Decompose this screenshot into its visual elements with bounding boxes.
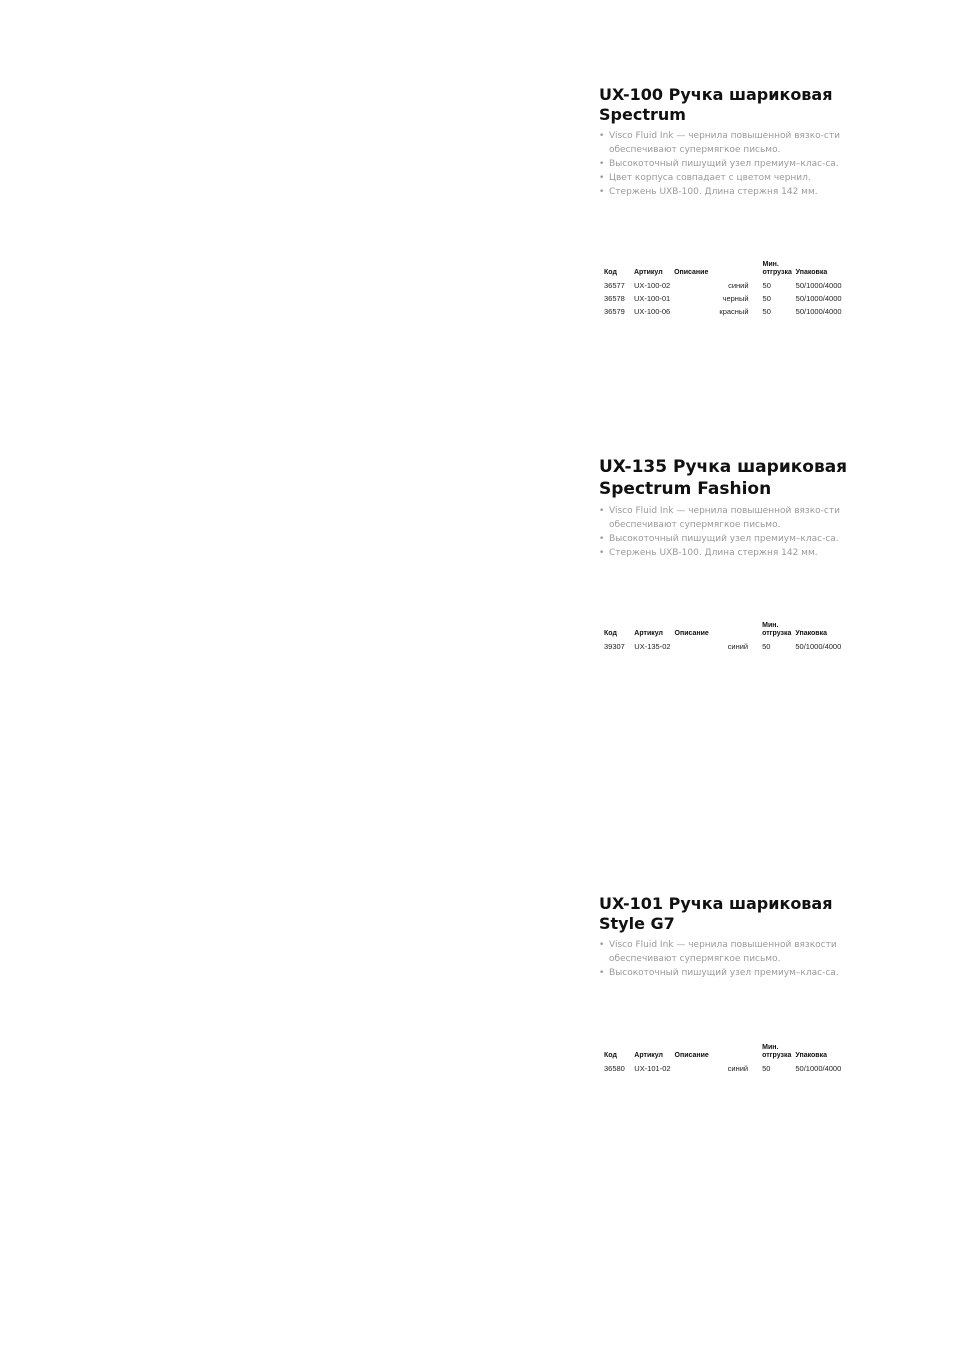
cell-color: черный [722,294,749,303]
cell-description [675,640,711,653]
product-title-line1: UX-100 Ручка шариковая [599,85,833,104]
product-title [599,456,849,500]
cell-article: UX-100-06 [633,307,671,316]
product-title [599,85,849,125]
header-code: Код [604,1052,617,1059]
cell-pack: 50/1000/4000 [795,294,842,303]
header-color-spacer [710,1044,762,1062]
cell-description [674,305,710,318]
feature-item: • Стержень UXB-100. Длина стержня 142 мм. [599,185,844,199]
feature-item: • Visco Fluid Ink — чернила повышенной вязко-сти обеспечивают супермягкое письмо. [599,504,844,532]
product-block-ux-101 [599,894,849,1073]
feature-item: • Высокоточный пишущий узел премиум–клас-са. [599,966,844,980]
feature-item: • Стержень UXB-100. Длина стержня 142 мм. [599,546,844,560]
cell-code: 36577 [604,281,625,290]
table-header-row [604,622,849,640]
cell-article: UX-135-02 [634,642,671,651]
header-pack: Упаковка [795,269,828,276]
feature-item: • Высокоточный пишущий узел премиум–клас-са. [599,532,844,546]
header-min-line1: Мин. [762,261,779,268]
header-description: Описание [674,1052,709,1059]
header-pack: Упаковка [795,1052,827,1059]
header-color-spacer [710,261,763,279]
cell-color: красный [719,307,749,316]
cell-article: UX-100-01 [633,294,671,303]
spec-table [604,1044,849,1075]
header-min-line2: отгрузка [762,269,792,276]
cell-code: 39307 [604,642,625,651]
product-title-line2: Spectrum [599,105,686,124]
table-header-row [604,261,849,279]
product-title [599,894,849,934]
table-row [604,292,849,305]
header-article: Артикул [634,630,664,637]
header-description: Описание [674,269,709,276]
cell-article: UX-100-02 [633,281,671,290]
cell-pack: 50/1000/4000 [795,1064,842,1073]
product-title-line2: Spectrum Fashion [599,479,772,499]
cell-min: 50 [762,294,771,303]
header-min-shipment [762,1044,795,1062]
feature-list [599,938,844,980]
spec-table [604,622,849,653]
feature-item: • Visco Fluid Ink — чернила повышенной вязко-сти обеспечивают супермягкое письмо. [599,129,844,157]
cell-color: синий [728,281,749,290]
cell-description [674,279,710,292]
table-row [604,305,849,318]
product-title-line1: UX-101 Ручка шариковая [599,894,833,913]
spec-table [604,261,849,318]
product-block-ux-100 [599,85,849,316]
header-min-line2: отгрузка [762,630,792,637]
cell-min: 50 [762,281,771,290]
table-row [604,640,849,653]
table-row [604,1062,849,1075]
feature-list [599,504,844,560]
cell-pack: 50/1000/4000 [795,642,842,651]
cell-min: 50 [762,307,771,316]
header-min-line1: Мин. [762,622,779,629]
cell-min: 50 [762,642,771,651]
cell-description [674,292,710,305]
header-min-shipment [762,622,795,640]
table-row [604,279,849,292]
table-header-row [604,1044,849,1062]
feature-item: • Высокоточный пишущий узел премиум–клас-са. [599,157,844,171]
cell-description [675,1062,711,1075]
feature-list [599,129,844,199]
feature-item: • Visco Fluid Ink — чернила повышенной вязкости обеспечивают супермягкое письмо. [599,938,844,966]
cell-color: синий [727,642,749,651]
header-min-line2: отгрузка [762,1052,792,1059]
cell-color: синий [727,1064,749,1073]
header-min-shipment [763,261,796,279]
cell-code: 36580 [604,1064,625,1073]
header-article: Артикул [633,269,663,276]
header-article: Артикул [634,1052,664,1059]
cell-article: UX-101-02 [634,1064,671,1073]
cell-min: 50 [762,1064,771,1073]
cell-code: 36579 [604,307,625,316]
header-description: Описание [674,630,709,637]
header-code: Код [604,269,617,276]
header-color-spacer [710,622,762,640]
cell-pack: 50/1000/4000 [795,307,842,316]
header-min-line1: Мин. [762,1044,779,1051]
header-code: Код [604,630,617,637]
product-title-line2: Style G7 [599,914,675,933]
cell-pack: 50/1000/4000 [795,281,842,290]
cell-code: 36578 [604,294,625,303]
feature-item: • Цвет корпуса совпадает с цветом чернил. [599,171,844,185]
product-title-line1: UX-135 Ручка шариковая [599,457,848,477]
header-pack: Упаковка [795,630,827,637]
product-block-ux-135 [599,456,849,651]
